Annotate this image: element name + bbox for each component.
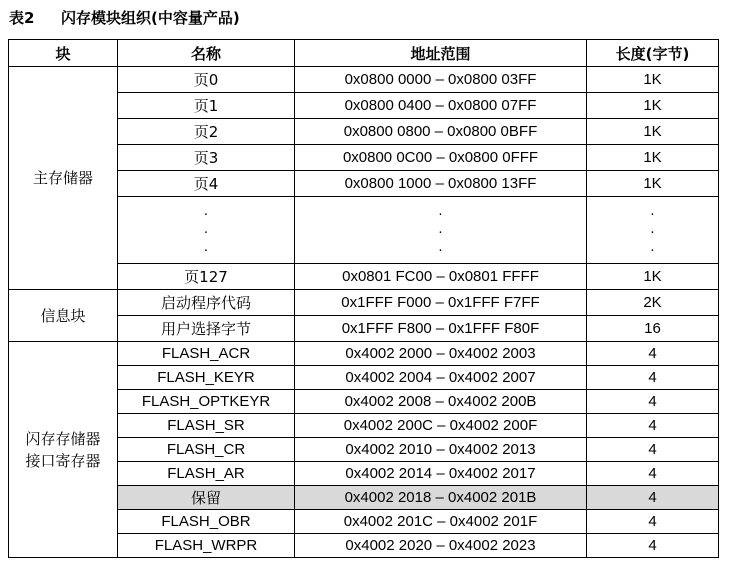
row-length: 1K (587, 264, 719, 290)
row-name: 页4 (118, 171, 295, 197)
row-length: 4 (587, 510, 719, 534)
header-address: 地址范围 (295, 40, 587, 67)
row-name: FLASH_OBR (118, 510, 295, 534)
block-registers (9, 342, 118, 558)
row-name: FLASH_AR (118, 462, 295, 486)
row-address: 0x4002 201C – 0x4002 201F (295, 510, 587, 534)
row-length: 4 (587, 390, 719, 414)
row-address: 0x4002 2000 – 0x4002 2003 (295, 342, 587, 366)
table-title: 闪存模块组织(中容量产品) (61, 9, 240, 27)
flash-module-table (8, 39, 719, 558)
header-length: 长度(字节) (587, 40, 719, 67)
block-info: 信息块 (9, 290, 118, 342)
row-length: 1K (587, 145, 719, 171)
row-name: FLASH_CR (118, 438, 295, 462)
row-name: 页3 (118, 145, 295, 171)
row-address: 0x4002 200C – 0x4002 200F (295, 414, 587, 438)
row-name: FLASH_SR (118, 414, 295, 438)
row-name: 页127 (118, 264, 295, 290)
row-address: 0x0800 0C00 – 0x0800 0FFF (295, 145, 587, 171)
row-name: FLASH_OPTKEYR (118, 390, 295, 414)
row-address: 0x4002 2018 – 0x4002 201B (295, 486, 587, 510)
table-row (9, 67, 719, 93)
row-length: 2K (587, 290, 719, 316)
row-address: 0x0800 0400 – 0x0800 07FF (295, 93, 587, 119)
row-address: 0x4002 2008 – 0x4002 200B (295, 390, 587, 414)
row-address: 0x1FFF F000 – 0x1FFF F7FF (295, 290, 587, 316)
row-length: 4 (587, 438, 719, 462)
row-length: 4 (587, 342, 719, 366)
row-address: 0x4002 2020 – 0x4002 2023 (295, 534, 587, 558)
block-main-memory: 主存储器 (9, 67, 118, 290)
row-name: FLASH_WRPR (118, 534, 295, 558)
row-name: 用户选择字节 (118, 316, 295, 342)
row-length: 4 (587, 534, 719, 558)
row-length: 1K (587, 93, 719, 119)
row-name: FLASH_ACR (118, 342, 295, 366)
row-address: 0x0801 FC00 – 0x0801 FFFF (295, 264, 587, 290)
row-name: 启动程序代码 (118, 290, 295, 316)
row-length: 1K (587, 171, 719, 197)
row-length: 1K (587, 119, 719, 145)
row-length: 16 (587, 316, 719, 342)
row-length: 4 (587, 414, 719, 438)
row-address: 0x0800 0000 – 0x0800 03FF (295, 67, 587, 93)
table-number: 表2 (9, 9, 35, 27)
ellipsis-length: . . . (587, 197, 719, 264)
row-length: 1K (587, 67, 719, 93)
block-registers-line2: 接口寄存器 (25, 451, 101, 470)
header-block: 块 (9, 40, 118, 67)
table-row (9, 342, 719, 366)
row-name: 页2 (118, 119, 295, 145)
row-address: 0x0800 1000 – 0x0800 13FF (295, 171, 587, 197)
row-address: 0x1FFF F800 – 0x1FFF F80F (295, 316, 587, 342)
block-registers-line1: 闪存存储器 (25, 429, 101, 448)
table-caption (9, 7, 240, 28)
row-address: 0x4002 2014 – 0x4002 2017 (295, 462, 587, 486)
row-name: FLASH_KEYR (118, 366, 295, 390)
row-length: 4 (587, 462, 719, 486)
row-length: 4 (587, 486, 719, 510)
header-name: 名称 (118, 40, 295, 67)
row-name: 保留 (118, 486, 295, 510)
row-address: 0x4002 2010 – 0x4002 2013 (295, 438, 587, 462)
ellipsis-name: . . . (118, 197, 295, 264)
row-name: 页0 (118, 67, 295, 93)
table-row (9, 290, 719, 316)
header-row (9, 40, 719, 67)
ellipsis-address: . . . (295, 197, 587, 264)
row-address: 0x0800 0800 – 0x0800 0BFF (295, 119, 587, 145)
row-address: 0x4002 2004 – 0x4002 2007 (295, 366, 587, 390)
row-length: 4 (587, 366, 719, 390)
row-name: 页1 (118, 93, 295, 119)
